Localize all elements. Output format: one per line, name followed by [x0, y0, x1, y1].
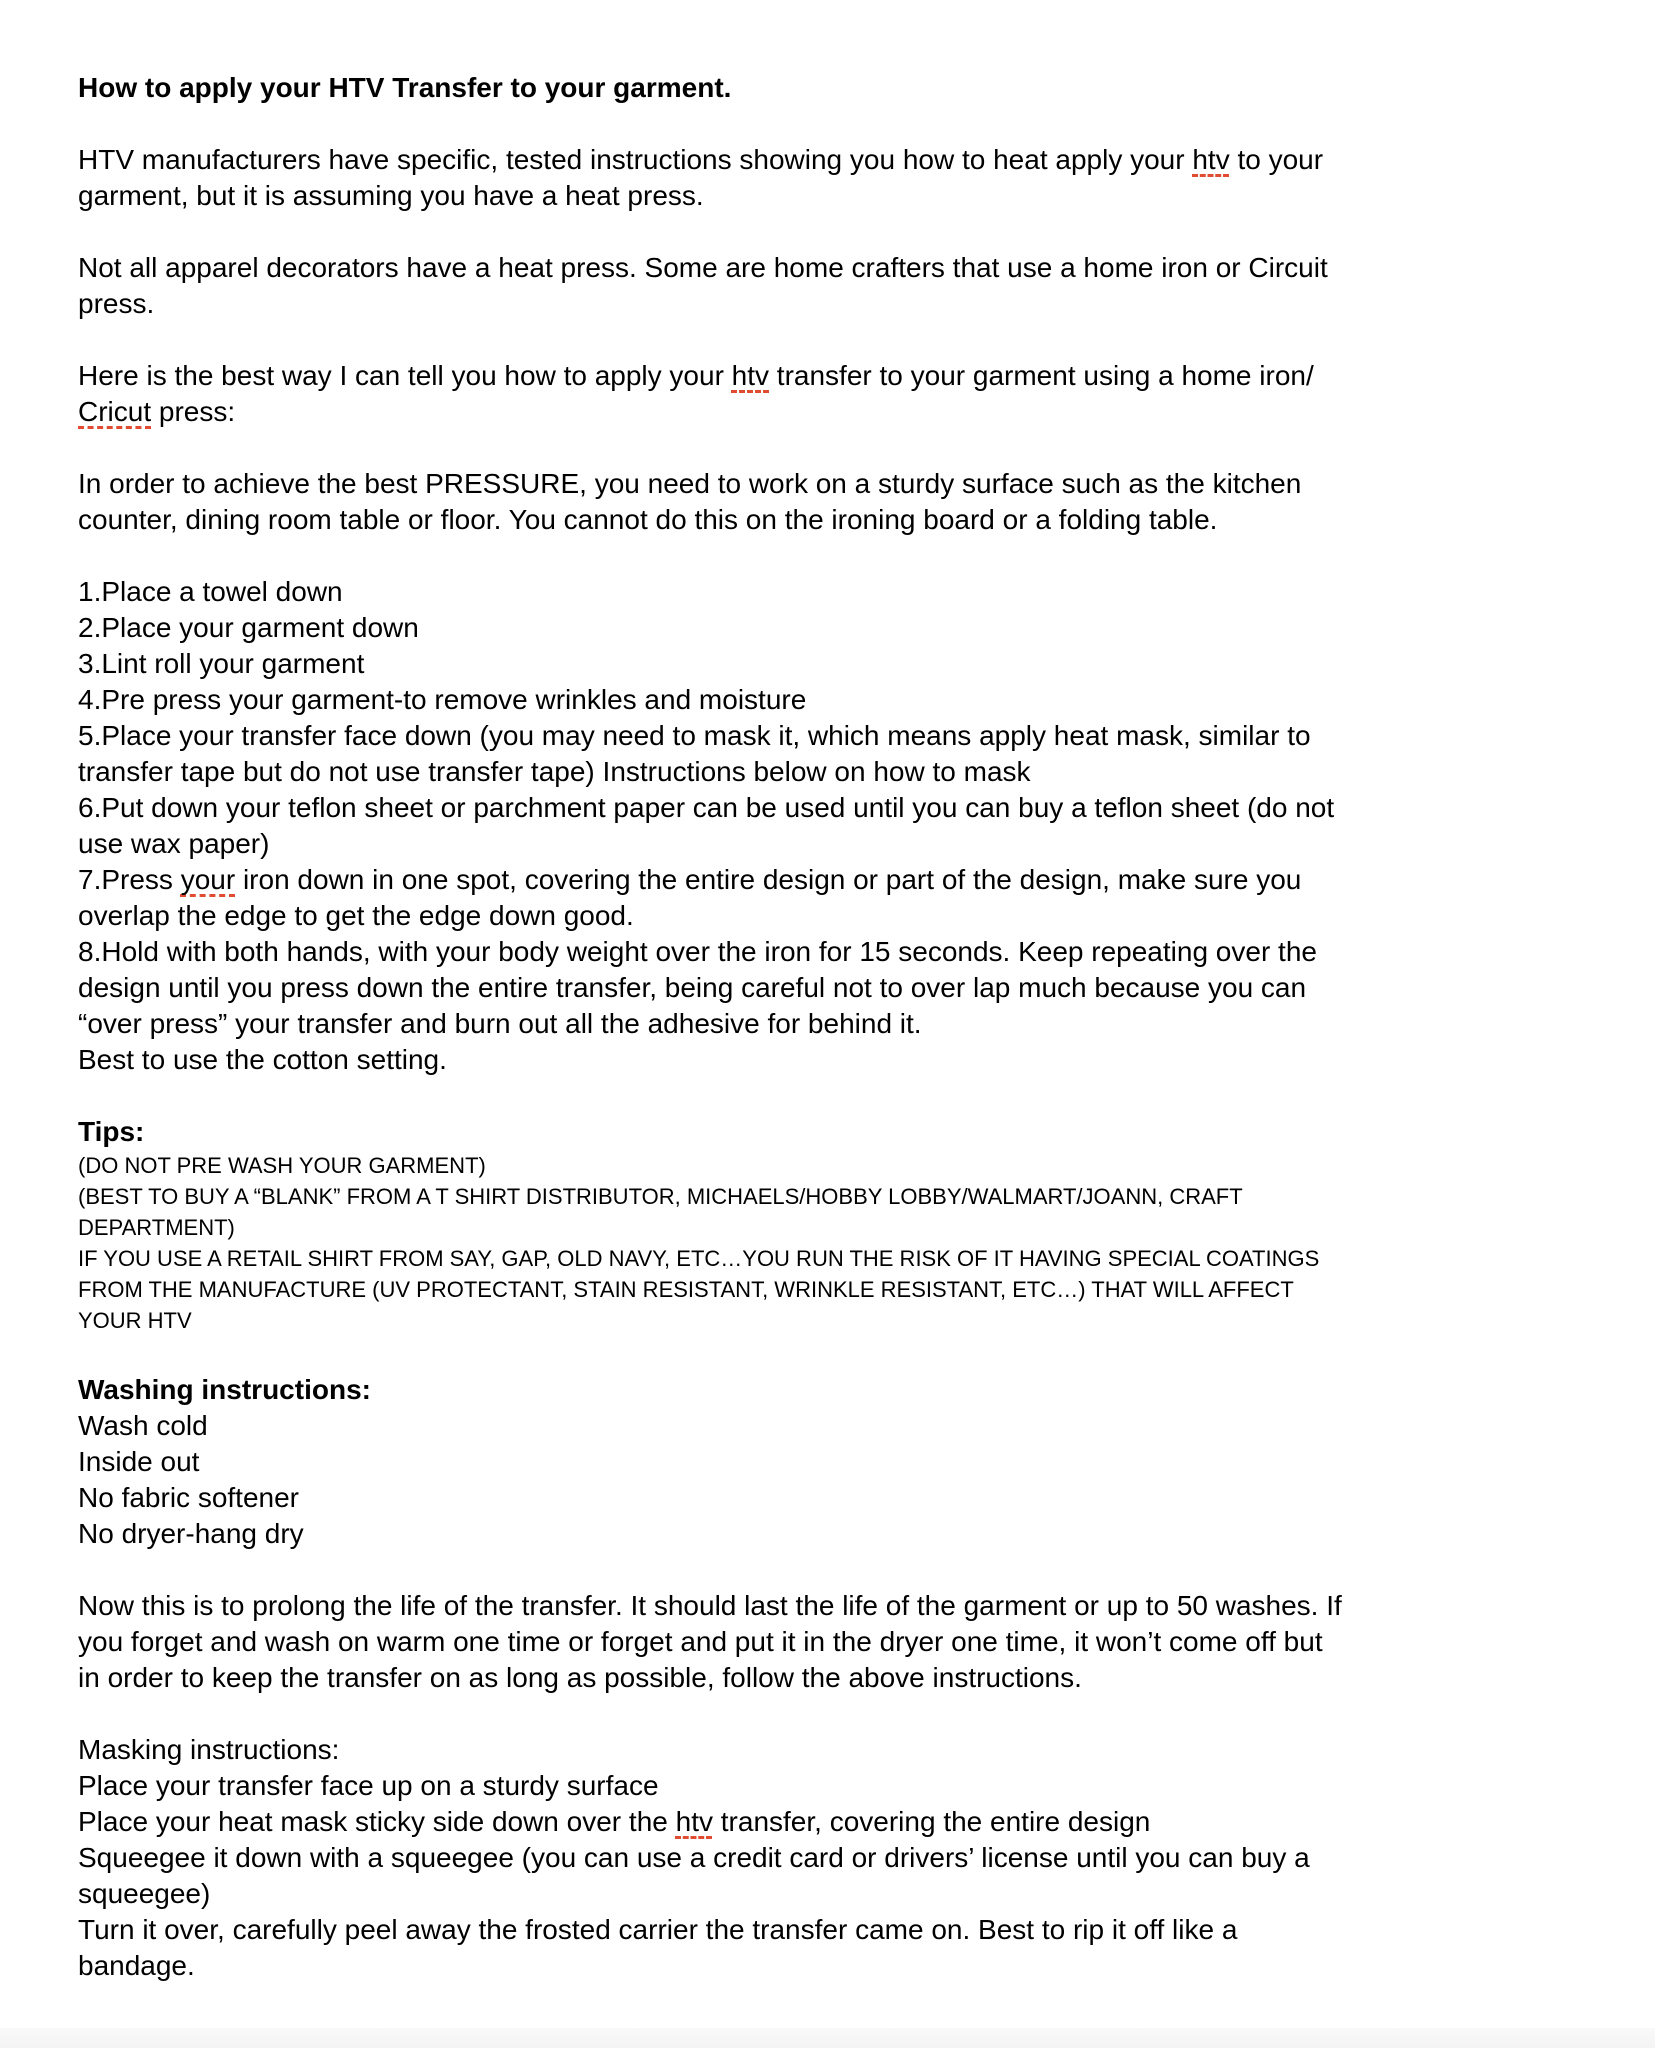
- text-line: [78, 394, 1585, 430]
- text-line: [78, 574, 1585, 610]
- text-line: [78, 862, 1585, 898]
- text-line: [78, 1444, 1585, 1480]
- text-segment: 1.Place a towel down: [78, 576, 343, 607]
- tips-section: [78, 1114, 1585, 1336]
- text-segment: 8.Hold with both hands, with your body weight over the iron for 15 seconds. Keep repeating over the: [78, 936, 1317, 967]
- text-line: [78, 1150, 1585, 1181]
- para-best-way: [78, 358, 1585, 430]
- text-segment: transfer, covering the entire design: [712, 1806, 1151, 1837]
- text-segment: Not all apparel decorators have a heat press. Some are home crafters that use a home iron or Circuit: [78, 252, 1328, 283]
- text-segment: overlap the edge to get the edge down good.: [78, 900, 634, 931]
- washing-section: [78, 1372, 1585, 1552]
- text-segment: press.: [78, 288, 155, 319]
- text-segment: YOUR HTV: [78, 1308, 192, 1333]
- text-line: [78, 1840, 1585, 1876]
- text-line: [78, 250, 1585, 286]
- text-line: [78, 970, 1585, 1006]
- text-line: [78, 898, 1585, 934]
- text-line: [78, 754, 1585, 790]
- text-segment: 7.Press: [78, 864, 181, 895]
- text-line: [78, 1181, 1585, 1212]
- text-segment: “over press” your transfer and burn out all the adhesive for behind it.: [78, 1008, 922, 1039]
- text-segment: use wax paper): [78, 828, 270, 859]
- text-segment: 6.Put down your teflon sheet or parchment paper can be used until you can buy a teflon sheet (do not: [78, 792, 1335, 823]
- text-segment: DEPARTMENT): [78, 1215, 235, 1240]
- text-line: [78, 466, 1585, 502]
- text-line: [78, 286, 1585, 322]
- para-prolong-life: [78, 1588, 1585, 1696]
- text-line: [78, 1408, 1585, 1444]
- tips-lines: [78, 1150, 1585, 1336]
- text-segment: transfer to your garment using a home iron/: [769, 360, 1314, 391]
- text-segment: 2.Place your garment down: [78, 612, 419, 643]
- text-segment: Turn it over, carefully peel away the frosted carrier the transfer came on. Best to rip it off like a: [78, 1914, 1238, 1945]
- text-segment: 3.Lint roll your garment: [78, 648, 365, 679]
- text-line: [78, 502, 1585, 538]
- text-line: [78, 1948, 1585, 1984]
- text-segment: Squeegee it down with a squeegee (you can use a credit card or drivers’ license until you can buy a: [78, 1842, 1310, 1873]
- masking-lines: [78, 1768, 1585, 1984]
- text-line: [78, 934, 1585, 970]
- text-line: [78, 718, 1585, 754]
- text-segment: to your: [1229, 144, 1324, 175]
- text-segment: design until you press down the entire transfer, being careful not to over lap much because you can: [78, 972, 1307, 1003]
- text-segment: in order to keep the transfer on as long as possible, follow the above instructions.: [78, 1662, 1082, 1693]
- text-segment: press:: [151, 396, 236, 427]
- text-segment: HTV manufacturers have specific, tested instructions showing you how to heat apply your: [78, 144, 1193, 175]
- text-line: [78, 610, 1585, 646]
- footer-bar: [0, 2028, 1655, 2048]
- masking-heading: Masking instructions:: [78, 1734, 340, 1765]
- steps-list: [78, 574, 1585, 1078]
- text-segment: Wash cold: [78, 1410, 208, 1441]
- text-segment: 4.Pre press your garment-to remove wrinkles and moisture: [78, 684, 807, 715]
- misspelled-word: your: [180, 864, 236, 895]
- masking-section: [78, 1732, 1585, 1984]
- misspelled-word: htv: [731, 360, 770, 391]
- text-segment: In order to achieve the best PRESSURE, you need to work on a sturdy surface such as the kitchen: [78, 468, 1302, 499]
- text-segment: Place your heat mask sticky side down over the: [78, 1806, 676, 1837]
- text-line: [78, 1876, 1585, 1912]
- text-line: [78, 826, 1585, 862]
- text-segment: transfer tape but do not use transfer tape) Instructions below on how to mask: [78, 756, 1031, 787]
- para-apparel-decorators: [78, 250, 1585, 322]
- text-segment: No dryer-hang dry: [78, 1518, 304, 1549]
- text-segment: garment, but it is assuming you have a heat press.: [78, 180, 704, 211]
- text-line: [78, 1212, 1585, 1243]
- text-line: [78, 1768, 1585, 1804]
- text-segment: you forget and wash on warm one time or forget and put it in the dryer one time, it won’t come off but: [78, 1626, 1323, 1657]
- text-segment: 5.Place your transfer face down (you may need to mask it, which means apply heat mask, similar to: [78, 720, 1311, 751]
- misspelled-word: Cricut: [78, 396, 152, 427]
- text-line: [78, 1624, 1585, 1660]
- text-line: [78, 1042, 1585, 1078]
- text-line: [78, 1305, 1585, 1336]
- document-title: How to apply your HTV Transfer to your garment.: [78, 72, 732, 103]
- text-line: [78, 646, 1585, 682]
- text-segment: (DO NOT PRE WASH YOUR GARMENT): [78, 1153, 486, 1178]
- text-segment: FROM THE MANUFACTURE (UV PROTECTANT, STAIN RESISTANT, WRINKLE RESISTANT, ETC…) THAT WILL AFFECT: [78, 1277, 1294, 1302]
- text-line: [78, 142, 1585, 178]
- para-htv-manufacturers: [78, 142, 1585, 214]
- text-segment: Place your transfer face up on a sturdy surface: [78, 1770, 659, 1801]
- misspelled-word: htv: [675, 1806, 713, 1837]
- text-line: [78, 1588, 1585, 1624]
- text-line: [78, 790, 1585, 826]
- text-segment: squeegee): [78, 1878, 211, 1909]
- text-line: [78, 1006, 1585, 1042]
- text-line: [78, 1660, 1585, 1696]
- para-pressure: [78, 466, 1585, 538]
- text-segment: No fabric softener: [78, 1482, 299, 1513]
- text-segment: (BEST TO BUY A “BLANK” FROM A T SHIRT DISTRIBUTOR, MICHAELS/HOBBY LOBBY/WALMART/JOANN, CRAFT: [78, 1184, 1243, 1209]
- text-segment: iron down in one spot, covering the entire design or part of the design, make sure you: [235, 864, 1302, 895]
- text-segment: bandage.: [78, 1950, 195, 1981]
- text-segment: Here is the best way I can tell you how to apply your: [78, 360, 732, 391]
- text-segment: IF YOU USE A RETAIL SHIRT FROM SAY, GAP, OLD NAVY, ETC…YOU RUN THE RISK OF IT HAVING SPECIAL COATINGS: [78, 1246, 1320, 1271]
- text-segment: Now this is to prolong the life of the transfer. It should last the life of the garment or up to 50 washes. If: [78, 1590, 1342, 1621]
- text-line: [78, 682, 1585, 718]
- text-segment: Inside out: [78, 1446, 200, 1477]
- text-line: [78, 1243, 1585, 1274]
- text-line: [78, 358, 1585, 394]
- text-line: [78, 178, 1585, 214]
- misspelled-word: htv: [1192, 144, 1230, 175]
- washing-heading: Washing instructions:: [78, 1374, 371, 1405]
- text-segment: Best to use the cotton setting.: [78, 1044, 447, 1075]
- text-segment: counter, dining room table or floor. You cannot do this on the ironing board or a folding table.: [78, 504, 1218, 535]
- text-line: [78, 1804, 1585, 1840]
- text-line: [78, 1516, 1585, 1552]
- text-line: [78, 1912, 1585, 1948]
- text-line: [78, 1274, 1585, 1305]
- tips-heading: Tips:: [78, 1116, 145, 1147]
- text-line: [78, 1480, 1585, 1516]
- washing-lines: [78, 1408, 1585, 1552]
